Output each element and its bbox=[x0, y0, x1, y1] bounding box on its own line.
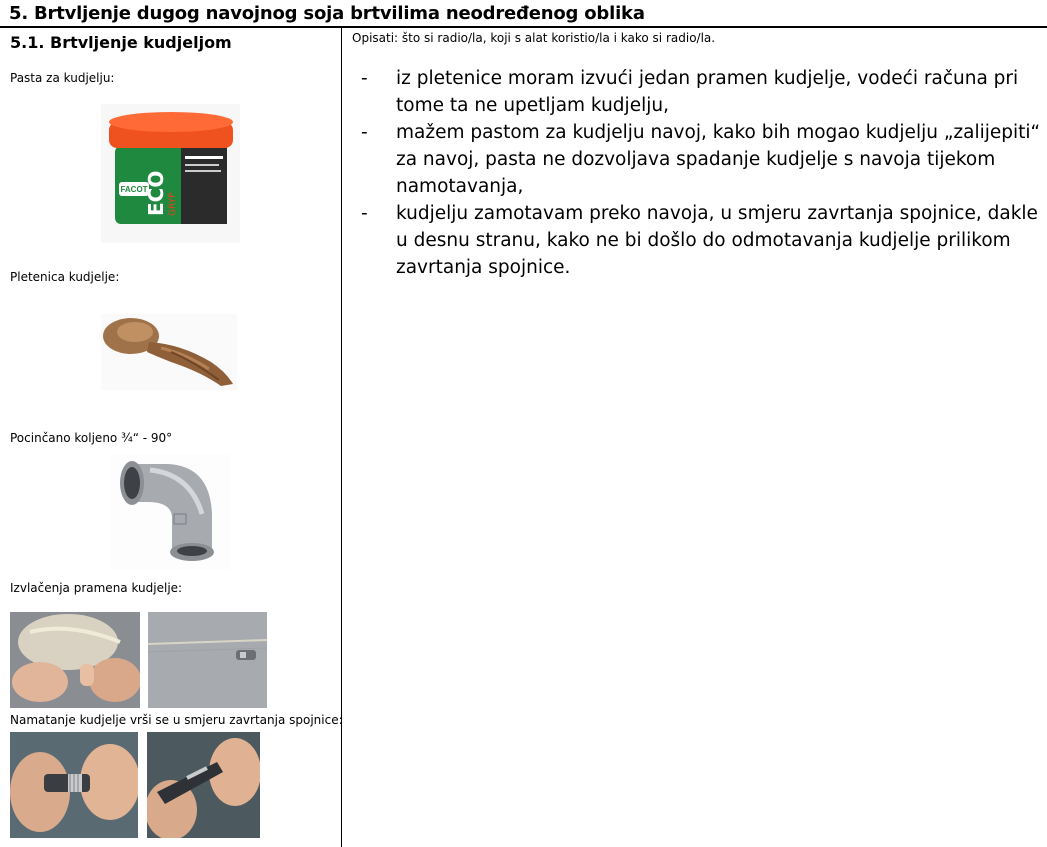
paste-maker-text: FACOT bbox=[120, 185, 148, 194]
braid-label: Pletenica kudjelje: bbox=[10, 270, 120, 284]
instruction-text: Opisati: što si radio/la, koji s alat koristio/la i kako si radio/la. bbox=[352, 31, 716, 45]
bullet-dash: - bbox=[361, 68, 368, 89]
extract-label: Izvlačenja pramena kudjelje: bbox=[10, 581, 183, 595]
list-item bbox=[361, 119, 1041, 200]
paste-jar-image bbox=[101, 104, 240, 243]
hemp-braid-image bbox=[101, 314, 237, 390]
bullet-dash: - bbox=[361, 203, 368, 224]
extract-photo-1 bbox=[10, 612, 140, 708]
step-text: iz pletenice moram izvući jedan pramen kudjelje, vodeći računa pri tome ta ne upetljam kudjelju, bbox=[396, 68, 1019, 116]
step-text: mažem pastom za kudjelju navoj, kako bih mogao kudjelju „zalijepiti“ za navoj, pasta ne dozvoljava spadanje kudjelje s navoja tijekom namotavanja, bbox=[396, 122, 1041, 197]
list-item bbox=[361, 200, 1041, 281]
section-title: 5.1. Brtvljenje kudjeljom bbox=[10, 33, 232, 52]
extract-photo-2 bbox=[148, 612, 267, 708]
page-title: 5. Brtvljenje dugog navojnog soja brtvilima neodređenog oblika bbox=[9, 3, 645, 24]
winding-label: Namatanje kudjelje vrši se u smjeru zavrtanja spojnice: bbox=[10, 713, 343, 727]
paste-brand-sub-text: GRYP bbox=[168, 192, 178, 216]
steps-list bbox=[361, 65, 1041, 281]
list-item bbox=[361, 65, 1041, 119]
galvanized-elbow-image bbox=[110, 454, 230, 570]
step-text: kudjelju zamotavam preko navoja, u smjeru zavrtanja spojnice, dakle u desnu stranu, kako ne bi došlo do odmotavanja kudjelje prilikom zavrtanja spojnice. bbox=[396, 203, 1038, 278]
bullet-dash: - bbox=[361, 122, 368, 143]
winding-photo-1 bbox=[10, 732, 138, 838]
elbow-label: Pocinčano koljeno ¾“ - 90° bbox=[10, 431, 173, 445]
paste-brand-text: ECO bbox=[144, 170, 168, 216]
paste-label: Pasta za kudjelju: bbox=[10, 71, 115, 85]
winding-photo-2 bbox=[147, 732, 260, 838]
document-header bbox=[0, 0, 1047, 28]
